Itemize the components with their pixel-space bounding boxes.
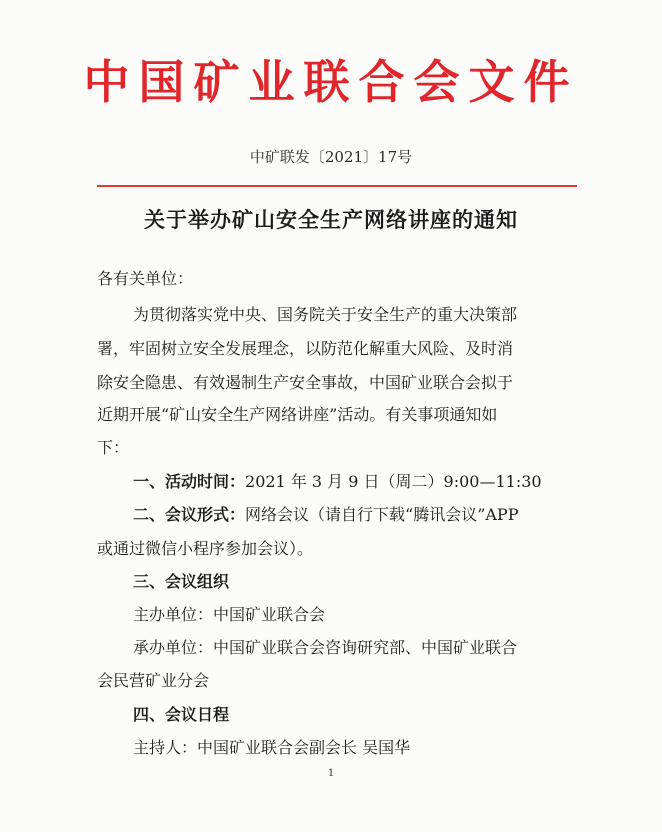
section-format-text: 网络会议（请自行下载“腾讯会议”APP xyxy=(245,505,519,524)
intro-line: 为贯彻落实党中央、国务院关于安全生产的重大决策部 xyxy=(133,305,518,324)
section-format-cont: 或通过微信小程序参加会议）。 xyxy=(97,539,314,558)
red-divider xyxy=(97,185,577,187)
section-time-text: 2021 年 3 月 9 日（周二）9:00—11:30 xyxy=(245,472,542,491)
intro-line: 署，牢固树立安全发展理念，以防范化解重大风险、及时消 xyxy=(97,339,514,358)
section-time-label: 一、活动时间： xyxy=(133,472,246,491)
section-time xyxy=(133,471,542,493)
page-number: 1 xyxy=(327,768,335,779)
salutation: 各有关单位： xyxy=(97,269,194,288)
section-format-label: 二、会议形式： xyxy=(133,505,246,524)
section-organization-label: 三、会议组织 xyxy=(133,572,230,591)
intro-line: 下： xyxy=(97,438,130,457)
doc-heading: 关于举办矿山安全生产网络讲座的通知 xyxy=(144,207,518,232)
intro-line: 除安全隐患、有效遏制生产安全事故，中国矿业联合会拟于 xyxy=(97,373,514,392)
moderator: 主持人：中国矿业联合会副会长 吴国华 xyxy=(133,738,411,757)
intro-line: 近期开展“矿山安全生产网络讲座”活动。有关事项通知如 xyxy=(97,405,498,424)
organizer-unit-cont: 会民营矿业分会 xyxy=(97,671,210,690)
section-format xyxy=(133,504,518,526)
section-schedule-label: 四、会议日程 xyxy=(133,705,230,724)
org-title: 中国矿业联合会文件 xyxy=(83,55,579,109)
host-unit: 主办单位：中国矿业联合会 xyxy=(133,605,326,624)
organizer-unit: 承办单位：中国矿业联合会咨询研究部、中国矿业联合 xyxy=(133,638,518,657)
doc-number: 中矿联发〔2021〕17号 xyxy=(249,148,413,166)
